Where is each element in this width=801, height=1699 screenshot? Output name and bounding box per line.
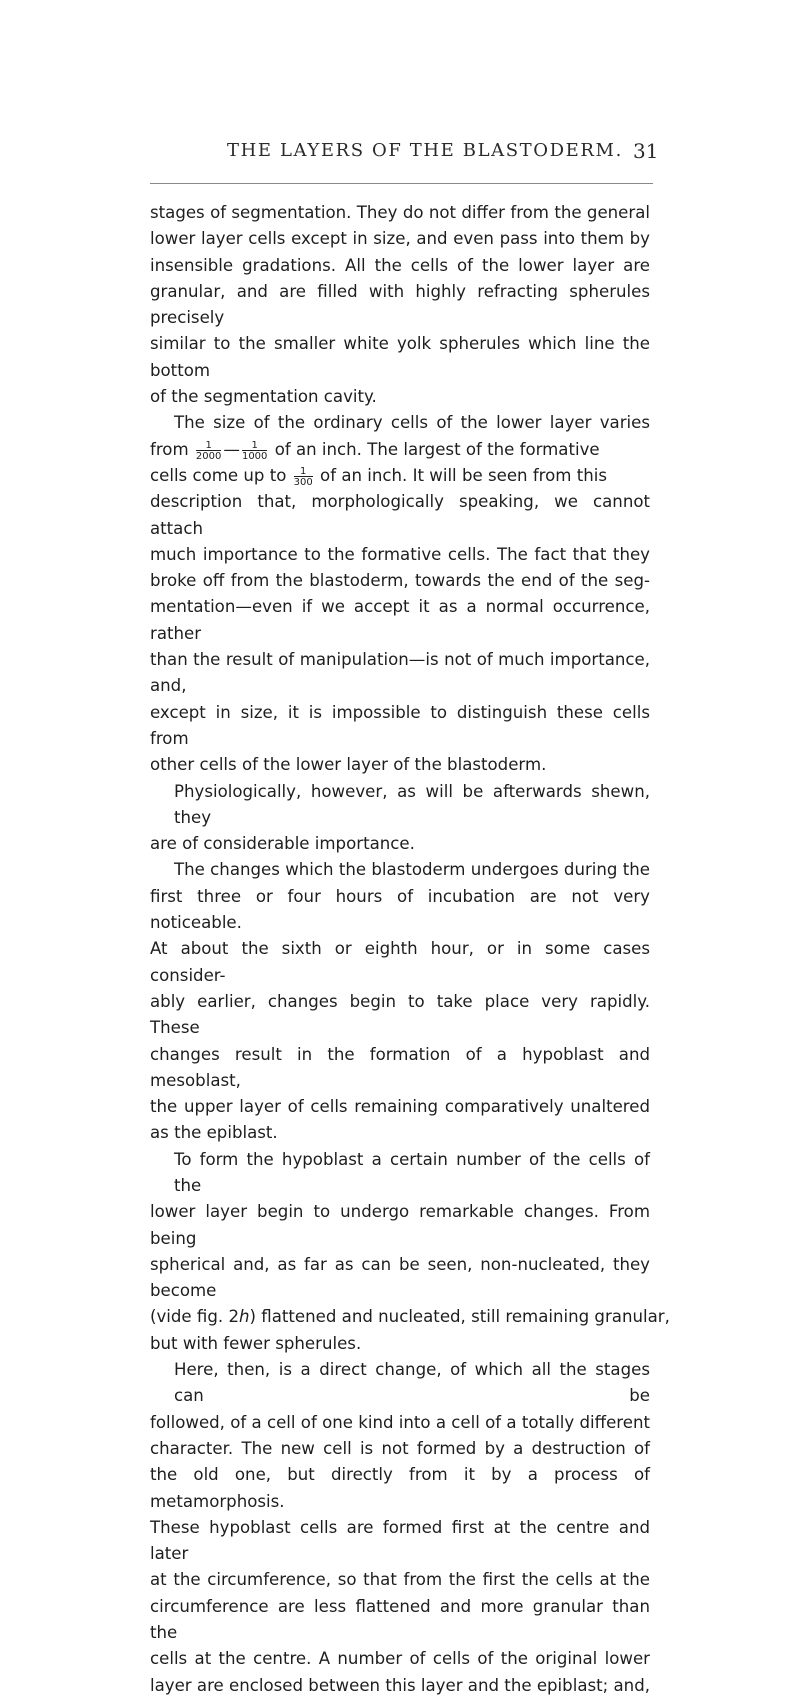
text-line: but with fewer spherules. xyxy=(150,1333,362,1353)
text-fragment: from xyxy=(150,439,189,459)
fraction-denominator: 2000 xyxy=(195,450,222,462)
text-line: broke off from the blastoderm, towards the end of the seg- xyxy=(150,571,650,591)
text-line: The changes which the blastoderm undergoes during the xyxy=(174,860,650,880)
text-line: much importance to the formative cells. The fact that they xyxy=(150,544,650,564)
fraction-numerator: 1 xyxy=(205,439,212,451)
text-line: circumference are less flattened and more granular than the xyxy=(150,1596,650,1643)
text-line: except in size, it is impossible to distinguish these cells from xyxy=(150,702,650,748)
fraction-denominator: 1000 xyxy=(241,450,268,462)
text-line: mentation—even if we accept it as a normal occurrence, rather xyxy=(150,597,650,643)
text-fragment: ) flattened and nucleated, still remaining granular, xyxy=(249,1307,670,1327)
text-line: of the segmentation cavity. xyxy=(150,387,377,407)
text-fragment: of an inch. It will be seen from this xyxy=(320,465,607,485)
figure-reference-letter: h xyxy=(239,1307,250,1327)
text-fragment: — xyxy=(223,439,240,459)
text-line: The size of the ordinary cells of the lower layer varies xyxy=(174,413,650,433)
fraction xyxy=(294,467,313,487)
text-line: character. The new cell is not formed by a destruction of xyxy=(150,1438,650,1458)
running-title: THE LAYERS OF THE BLASTODERM. xyxy=(227,140,623,161)
text-fragment: (vide fig. 2 xyxy=(150,1307,240,1327)
text-line xyxy=(150,463,650,489)
text-line: the old one, but directly from it by a process of metamorphosis. xyxy=(150,1465,650,1511)
fraction-numerator: 1 xyxy=(251,439,258,451)
text-line: description that, morphologically speaking, we cannot attach xyxy=(150,492,650,538)
fraction-denominator: 300 xyxy=(293,476,313,488)
text-line: To form the hypoblast a certain number of the cells of the xyxy=(174,1149,650,1195)
page-number: 31 xyxy=(633,139,659,163)
text-line: at the circumference, so that from the first the cells at the xyxy=(150,1570,650,1590)
text-line: ably earlier, changes begin to take place very rapidly. These xyxy=(150,991,650,1038)
text-line: stages of segmentation. They do not differ from the general xyxy=(150,203,650,222)
text-line: changes result in the formation of a hypoblast and mesoblast, xyxy=(150,1044,650,1090)
text-line: Physiologically, however, as will be afterwards shewn, they xyxy=(174,781,650,827)
text-line: than the result of manipulation—is not of much importance, and, xyxy=(150,650,650,696)
text-line: the upper layer of cells remaining comparatively unaltered xyxy=(150,1097,650,1117)
text-line: insensible gradations. All the cells of the lower layer are xyxy=(150,255,650,275)
fraction-numerator: 1 xyxy=(300,465,307,477)
text-fragment: cells come up to xyxy=(150,465,287,485)
fraction xyxy=(242,441,267,461)
text-line: At about the sixth or eighth hour, or in some cases consider- xyxy=(150,939,650,985)
text-line xyxy=(150,437,650,463)
text-line: first three or four hours of incubation are not very noticeable. xyxy=(150,886,650,933)
header-rule xyxy=(150,183,653,184)
text-line: spherical and, as far as can be seen, non-nucleated, they become xyxy=(150,1254,650,1301)
text-line: Here, then, is a direct change, of which all the stages can be xyxy=(174,1360,650,1406)
body-text xyxy=(150,200,670,1699)
text-line: granular, and are filled with highly refracting spherules precisely xyxy=(150,281,650,328)
text-line: lower layer begin to undergo remarkable changes. From being xyxy=(150,1202,650,1248)
text-line: layer are enclosed between this layer and the epiblast; and, xyxy=(150,1675,650,1695)
text-line: as the epiblast. xyxy=(150,1123,278,1143)
text-line: cells at the centre. A number of cells of the original lower xyxy=(150,1649,650,1669)
text-line xyxy=(150,1304,670,1330)
text-line: lower layer cells except in size, and even pass into them by xyxy=(150,229,650,249)
text-line: are of considerable importance. xyxy=(150,834,415,854)
text-line: other cells of the lower layer of the blastoderm. xyxy=(150,755,547,775)
text-fragment: of an inch. The largest of the formative xyxy=(274,439,600,459)
text-line: followed, of a cell of one kind into a cell of a totally different xyxy=(150,1412,650,1432)
fraction xyxy=(196,441,221,461)
page-header xyxy=(0,140,801,180)
text-line: similar to the smaller white yolk spherules which line the bottom xyxy=(150,334,650,380)
text-line: These hypoblast cells are formed first at the centre and later xyxy=(150,1517,650,1564)
